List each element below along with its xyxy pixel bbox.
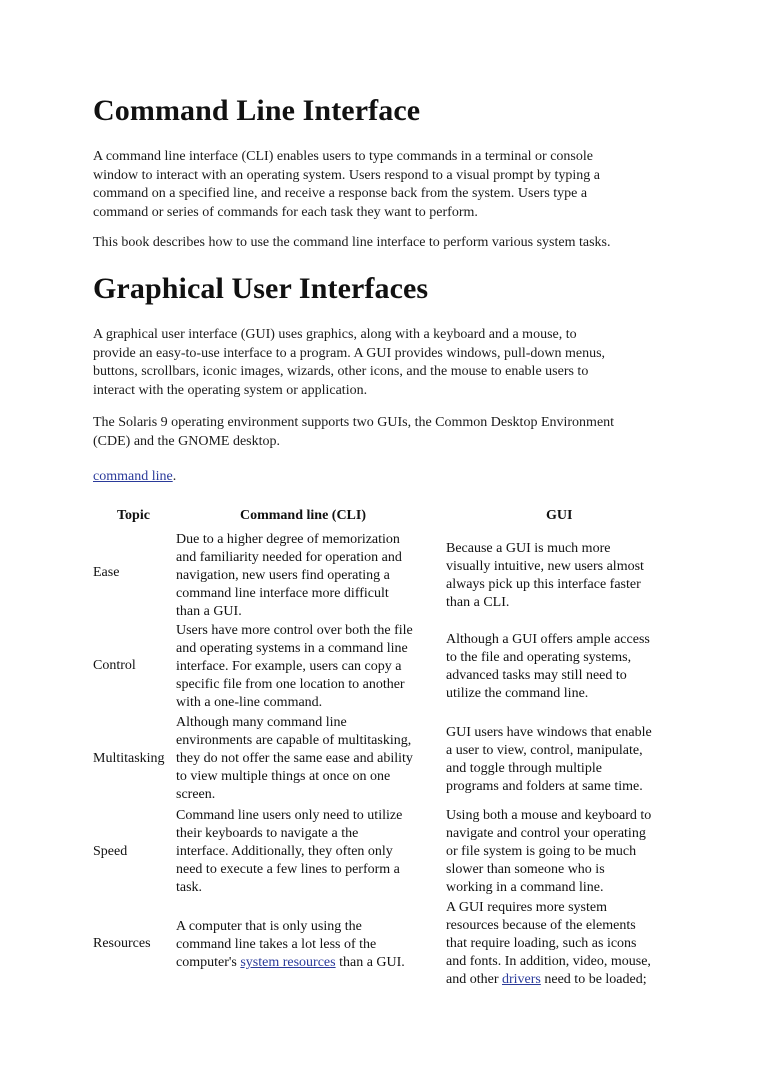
cell-line: with a one-line command.	[176, 695, 323, 710]
cell-line: interface. Additionally, they often only	[176, 844, 393, 859]
cli-cell	[176, 918, 438, 972]
cell-line: they do not offer the same ease and ability	[176, 751, 413, 766]
cell-line: programs and folders at same time.	[446, 779, 643, 794]
cell-line: environments are capable of multitasking,	[176, 733, 412, 748]
cell-line: interface. For example, users can copy a	[176, 659, 402, 674]
cell-line: to view multiple things at once on one	[176, 769, 391, 784]
text-line: A command line interface (CLI) enables users to type commands in a terminal or console	[93, 149, 593, 164]
cli-cell	[176, 531, 438, 621]
cell-line: and familiarity needed for operation and	[176, 550, 402, 565]
text-line: A graphical user interface (GUI) uses graphics, along with a keyboard and a mouse, to	[93, 327, 577, 342]
cell-text: than a GUI.	[335, 955, 405, 970]
cli-cell	[176, 622, 438, 712]
cell-line: a user to view, control, manipulate,	[446, 743, 643, 758]
cell-line: than a GUI.	[176, 604, 242, 619]
cell-line: command line takes a lot less of the	[176, 937, 377, 952]
cell-text: need to be loaded;	[540, 972, 647, 987]
cli-cell	[176, 807, 438, 897]
text-line: provide an easy-to-use interface to a program. A GUI provides windows, pull-down menus,	[93, 345, 606, 361]
row-topic: Ease	[93, 565, 120, 580]
cell-line: specific file from one location to another	[176, 677, 405, 692]
text-line: This book describes how to use the command line interface to perform various system tasks.	[93, 235, 611, 250]
cli-cell	[176, 714, 438, 804]
cell-line: and operating systems in a command line	[176, 641, 408, 656]
cell-line: working in a command line.	[446, 880, 604, 895]
cell-line: Command line users only need to utilize	[176, 808, 403, 823]
cell-line: visually intuitive, new users almost	[446, 559, 644, 574]
cli-intro-paragraph	[93, 148, 683, 222]
cell-line: their keyboards to navigate a the	[176, 826, 359, 841]
cell-line: always pick up this interface faster	[446, 577, 641, 592]
table-header-topic: Topic	[117, 508, 150, 523]
cell-line: and toggle through multiple	[446, 761, 602, 776]
cell-line: resources because of the elements	[446, 918, 636, 933]
text-line	[93, 468, 683, 487]
cell-line: command line interface more difficult	[176, 586, 389, 601]
cell-line: utilize the command line.	[446, 686, 589, 701]
cell-text: computer's	[176, 955, 241, 970]
cell-line: GUI users have windows that enable	[446, 725, 652, 740]
cell-line: Users have more control over both the file	[176, 623, 413, 638]
row-topic: Multitasking	[93, 751, 165, 766]
heading-graphical-user-interfaces: Graphical User Interfaces	[93, 272, 429, 305]
cell-line: A computer that is only using the	[176, 919, 362, 934]
command-line-link[interactable]: command line	[93, 469, 173, 484]
cell-line	[446, 971, 681, 989]
cell-line: Although many command line	[176, 715, 347, 730]
text-line: buttons, scrollbars, iconic images, wizards, other icons, and the mouse to enable users to	[93, 364, 589, 379]
cell-line: navigation, new users find operating a	[176, 568, 390, 583]
heading-command-line-interface: Command Line Interface	[93, 94, 421, 127]
cell-line: Due to a higher degree of memorization	[176, 532, 400, 547]
cell-line: Using both a mouse and keyboard to	[446, 808, 652, 823]
text-line: The Solaris 9 operating environment supports two GUIs, the Common Desktop Environment	[93, 415, 615, 430]
cell-line: than a CLI.	[446, 595, 510, 610]
gui-cell	[446, 540, 681, 612]
gui-cell	[446, 631, 681, 703]
table-header-cli: Command line (CLI)	[240, 508, 367, 523]
text-line: (CDE) and the GNOME desktop.	[93, 433, 281, 449]
cell-line: navigate and control your operating	[446, 826, 646, 841]
text-line: command on a specified line, and receive a response back from the system. Users type a	[93, 186, 588, 201]
cell-line	[176, 954, 438, 972]
text-line: window to interact with an operating system. Users respond to a visual prompt by typing a	[93, 167, 601, 183]
table-row-resources	[93, 899, 683, 989]
cell-line: task.	[176, 880, 203, 895]
cell-line: slower than someone who is	[446, 862, 605, 877]
cell-line: to the file and operating systems,	[446, 650, 632, 665]
cell-line: A GUI requires more system	[446, 900, 607, 915]
table-row-ease	[93, 531, 683, 619]
table-row-speed	[93, 807, 683, 895]
text-line: command or series of commands for each task they want to perform.	[93, 204, 478, 220]
row-topic: Speed	[93, 844, 128, 859]
cell-line: or file system is going to be much	[446, 844, 637, 859]
book-description-paragraph	[93, 234, 683, 253]
drivers-link[interactable]: drivers	[501, 972, 541, 987]
gui-cell	[446, 724, 681, 796]
cell-line: screen.	[176, 787, 216, 802]
command-line-link-paragraph	[93, 468, 683, 487]
text-line: interact with the operating system or application.	[93, 382, 368, 398]
gui-cell	[446, 899, 681, 989]
system-resources-link[interactable]: system resources	[240, 955, 336, 970]
gui-intro-paragraph	[93, 326, 683, 400]
link-suffix: .	[172, 469, 177, 484]
table-row-control	[93, 622, 683, 710]
cell-line: advanced tasks may still need to	[446, 668, 627, 683]
cell-line: and fonts. In addition, video, mouse,	[446, 954, 651, 969]
cell-line: need to execute a few lines to perform a	[176, 862, 400, 877]
table-header-gui: GUI	[546, 508, 573, 523]
gui-cell	[446, 807, 681, 897]
row-topic: Resources	[93, 936, 151, 951]
table-row-multitasking	[93, 714, 683, 802]
solaris-paragraph	[93, 414, 683, 451]
cell-line: Because a GUI is much more	[446, 541, 611, 556]
cell-line: that require loading, such as icons	[446, 936, 637, 951]
row-topic: Control	[93, 658, 136, 673]
cell-text: and other	[446, 972, 502, 987]
cell-line: Although a GUI offers ample access	[446, 632, 650, 647]
